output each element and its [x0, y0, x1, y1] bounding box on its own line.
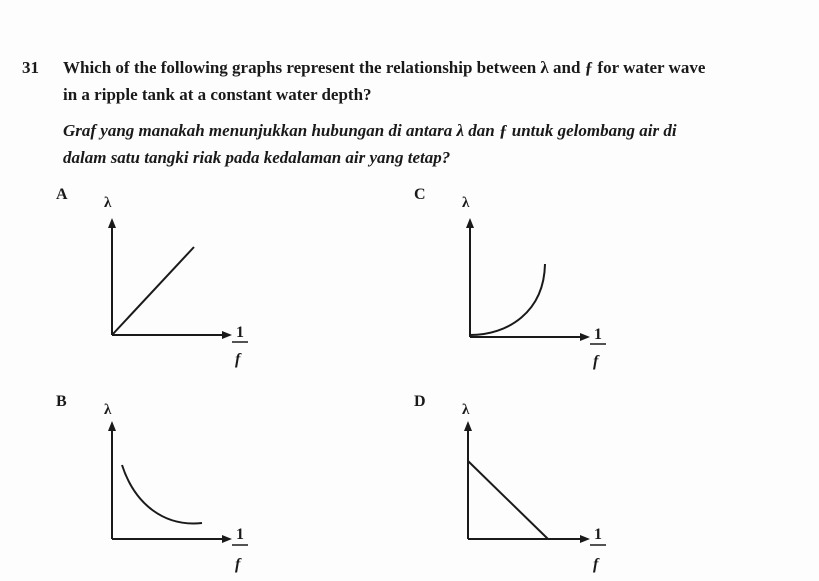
- question-number: 31: [22, 58, 39, 77]
- option-b-graph[interactable]: [90, 397, 270, 581]
- option-a-graph[interactable]: [90, 190, 270, 375]
- option-c-x-arrow-icon: [580, 333, 590, 341]
- option-b-curve: [122, 465, 202, 523]
- option-a-x-denominator: f: [235, 351, 241, 368]
- option-b-x-denominator: f: [235, 556, 241, 573]
- option-c-graph[interactable]: [448, 190, 628, 375]
- option-d-x-denominator: f: [593, 556, 599, 573]
- question-text-malay-line1: Graf yang manakah menunjukkan hubungan di antara λ dan ƒ untuk gelombang air di: [63, 121, 677, 140]
- option-d-y-axis-label: λ: [462, 402, 470, 418]
- option-c-y-arrow-icon: [466, 218, 474, 228]
- option-b-label[interactable]: B: [56, 393, 67, 410]
- question-text-malay-line2: dalam satu tangki riak pada kedalaman air yang tetap?: [63, 148, 451, 167]
- option-d-graph[interactable]: [448, 397, 628, 581]
- option-c-x-numerator: 1: [594, 326, 602, 343]
- option-c-x-denominator: f: [593, 353, 599, 370]
- option-d-y-arrow-icon: [464, 421, 472, 431]
- option-b-y-axis-label: λ: [104, 402, 112, 418]
- option-d-x-arrow-icon: [580, 535, 590, 543]
- option-a-y-axis-label: λ: [104, 195, 112, 211]
- option-a-x-arrow-icon: [222, 331, 232, 339]
- option-a-y-arrow-icon: [108, 218, 116, 228]
- option-b-y-arrow-icon: [108, 421, 116, 431]
- option-b-x-numerator: 1: [236, 526, 244, 543]
- option-a-label[interactable]: A: [56, 186, 68, 203]
- option-a-x-numerator: 1: [236, 324, 244, 341]
- option-b-x-arrow-icon: [222, 535, 232, 543]
- question-text-english-line1: Which of the following graphs represent the relationship between λ and ƒ for water wave: [63, 58, 706, 77]
- option-a-curve: [112, 247, 194, 335]
- question-text-english-line2: in a ripple tank at a constant water depth?: [63, 85, 372, 104]
- option-c-y-axis-label: λ: [462, 195, 470, 211]
- option-d-label[interactable]: D: [414, 393, 426, 410]
- option-c-label[interactable]: C: [414, 186, 426, 203]
- option-c-curve: [470, 264, 545, 335]
- option-d-x-numerator: 1: [594, 526, 602, 543]
- option-d-curve: [468, 461, 548, 539]
